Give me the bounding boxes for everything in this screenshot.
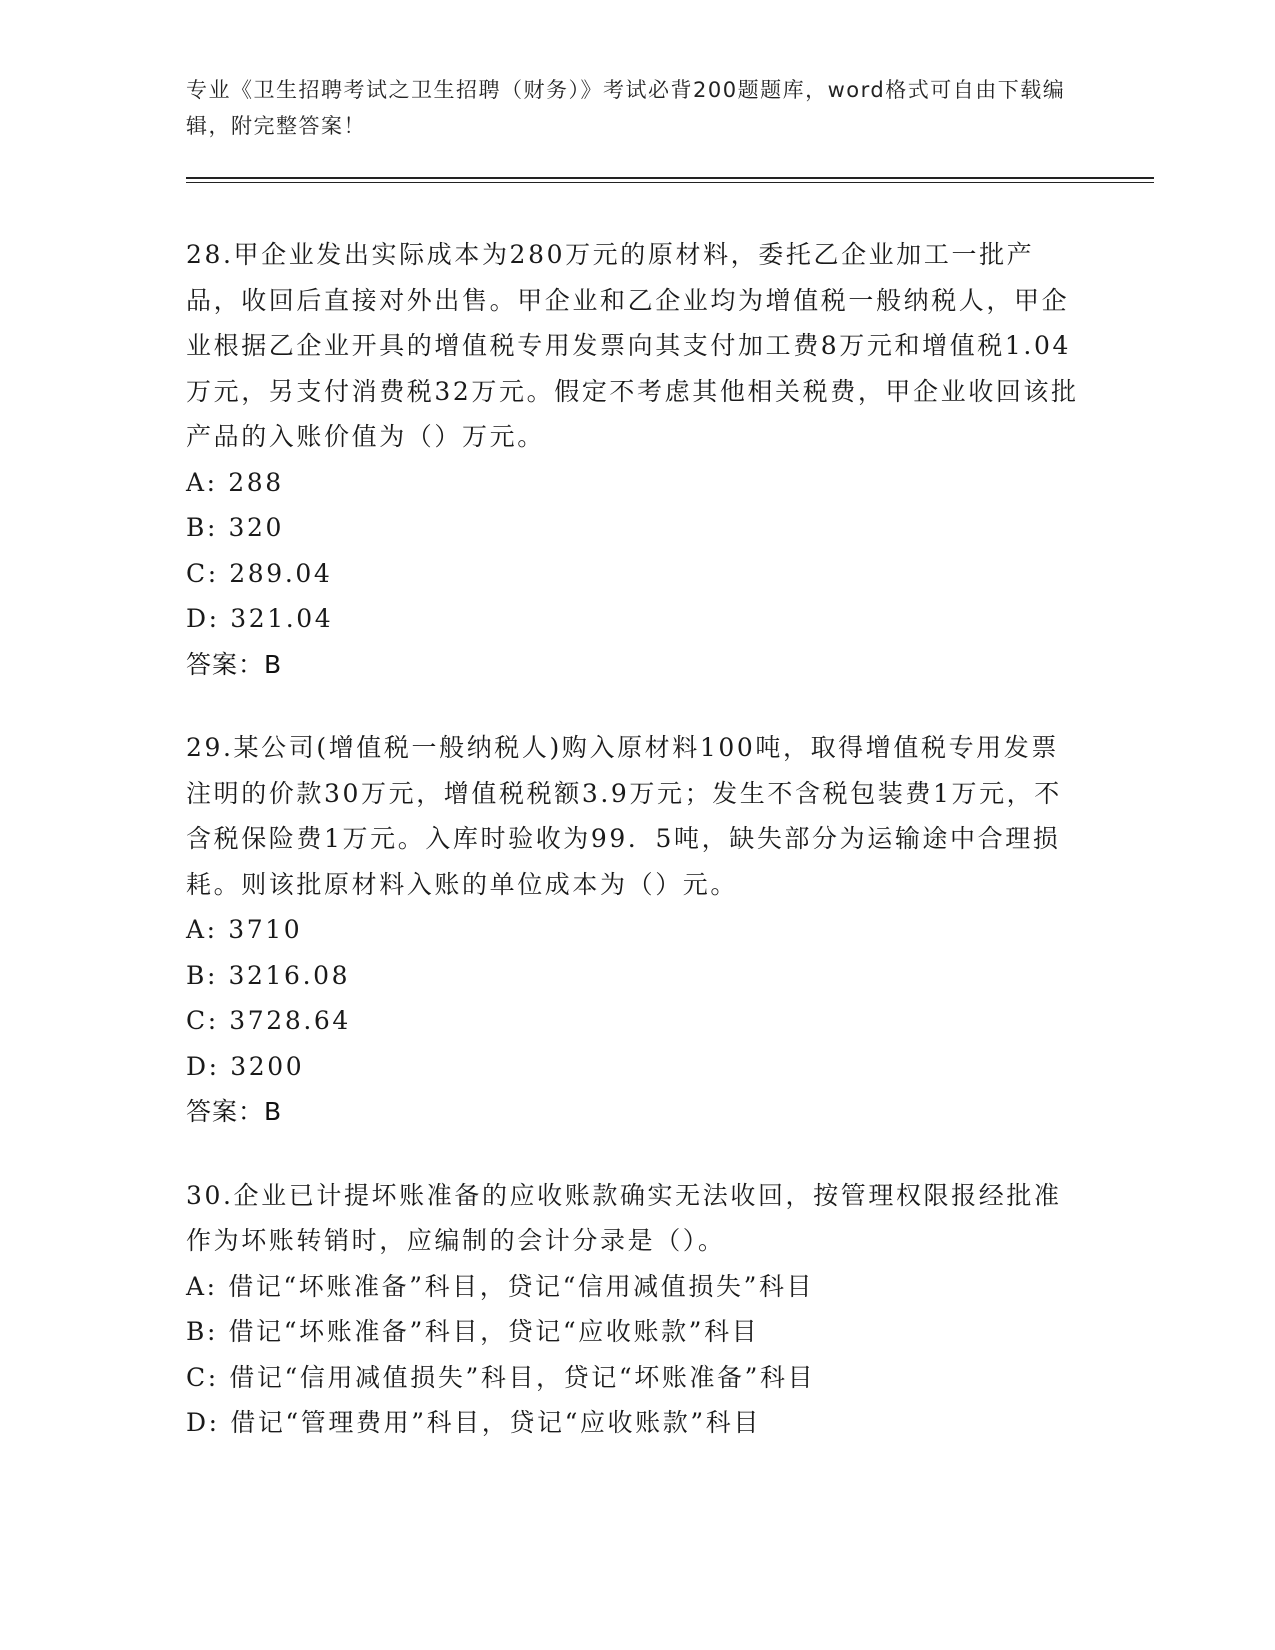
question-29 bbox=[186, 725, 1086, 1135]
question-stem: 28.甲企业发出实际成本为280万元的原材料，委托乙企业加工一批产品，收回后直接对外出售。甲企业和乙企业均为增值税一般纳税人，甲企业根据乙企业开具的增值税专用发票向其支付加工费8万元和增值税1.04万元，另支付消费税32万元。假定不考虑其他相关税费，甲企业收回该批产品的入账价值为（）万元。 bbox=[186, 240, 1079, 451]
question-28 bbox=[186, 232, 1086, 687]
option-a: A: 借记“坏账准备”科目，贷记“信用减值损失”科目 bbox=[186, 1271, 815, 1301]
option-list bbox=[186, 460, 1086, 642]
option-c: C: 289.04 bbox=[186, 558, 333, 588]
option-b: B: 借记“坏账准备”科目，贷记“应收账款”科目 bbox=[186, 1317, 760, 1346]
question-30 bbox=[186, 1173, 1086, 1446]
question-stem: 29.某公司(增值税一般纳税人)购入原材料100吨，取得增值税专用发票注明的价款30万元，增值税税额3.9万元；发生不含税包装费1万元，不含税保险费1万元。入库时验收为99．5吨，缺失部分为运输途中合理损耗。则该批原材料入账的单位成本为（）元。 bbox=[186, 733, 1062, 899]
option-d: D: 借记“管理费用”科目，贷记“应收账款”科目 bbox=[186, 1408, 761, 1437]
option-b: B: 3216.08 bbox=[186, 960, 351, 990]
header-rule-thin bbox=[186, 182, 1154, 183]
option-d: D: 3200 bbox=[186, 1051, 305, 1081]
question-stem: 30.企业已计提坏账准备的应收账款确实无法收回，按管理权限报经批准作为坏账转销时，应编制的会计分录是（）。 bbox=[186, 1180, 1062, 1255]
option-c: C: 3728.64 bbox=[186, 1006, 351, 1035]
option-d: D: 321.04 bbox=[186, 604, 334, 633]
option-list bbox=[186, 907, 1086, 1089]
question-list bbox=[186, 232, 1086, 1484]
option-c: C: 借记“信用减值损失”科目，贷记“坏账准备”科目 bbox=[186, 1362, 816, 1392]
option-a: A: 288 bbox=[186, 467, 284, 497]
option-a: A: 3710 bbox=[186, 915, 303, 944]
option-b: B: 320 bbox=[186, 513, 285, 542]
answer-line: 答案：B bbox=[186, 1097, 283, 1126]
page-header: 专业《卫生招聘考试之卫生招聘（财务）》考试必背200题题库，word格式可自由下载编辑，附完整答案！ bbox=[186, 78, 1066, 138]
answer-line: 答案：B bbox=[186, 649, 283, 679]
header-rule-thick bbox=[186, 177, 1154, 179]
option-list bbox=[186, 1264, 1086, 1446]
